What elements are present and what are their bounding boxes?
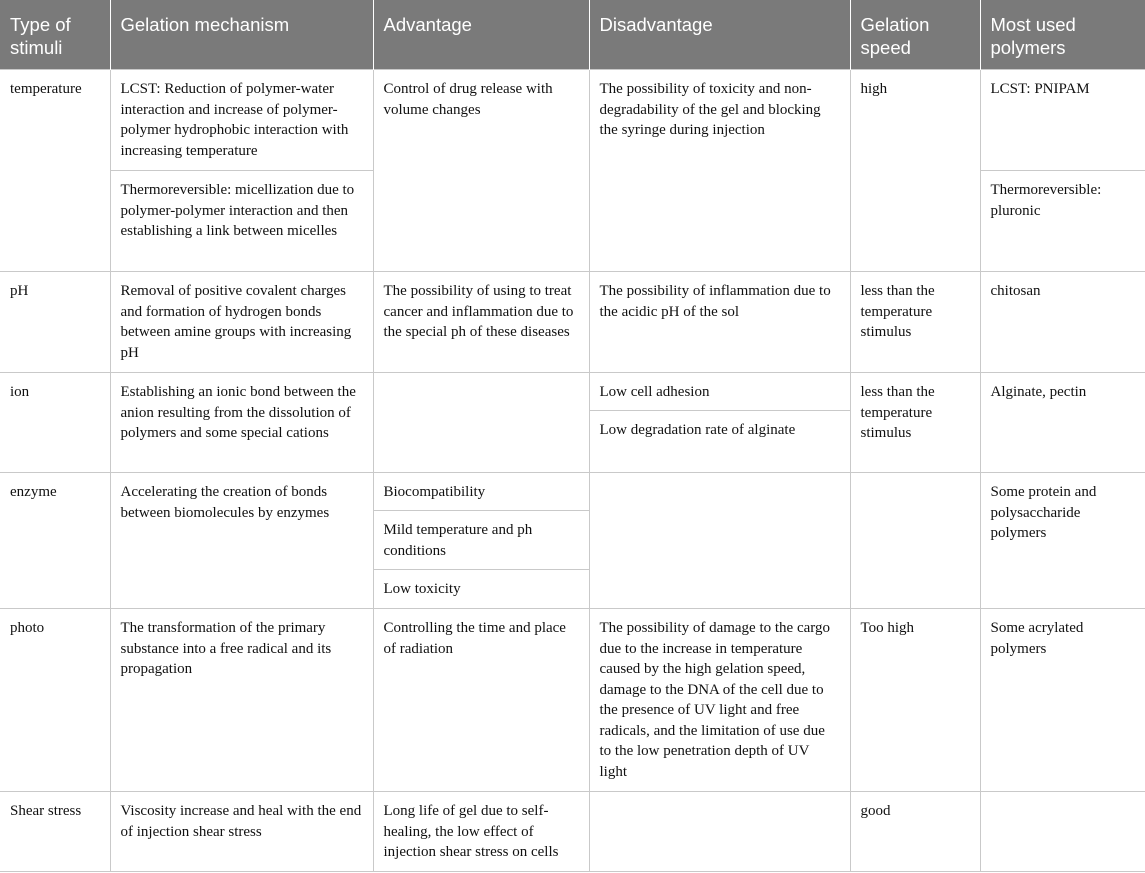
cell-speed-ph: less than the temperature stimulus — [850, 272, 980, 373]
table-row — [0, 373, 1145, 411]
cell-disadvantage-shear — [589, 792, 850, 872]
cell-advantage-shear: Long life of gel due to self-healing, the low effect of injection shear stress on cells — [373, 792, 589, 872]
cell-speed-enzyme — [850, 473, 980, 609]
cell-speed-shear: good — [850, 792, 980, 872]
cell-polymers-shear — [980, 792, 1145, 872]
cell-advantage-ph: The possibility of using to treat cancer and inflammation due to the special ph of these diseases — [373, 272, 589, 373]
cell-mechanism-shear: Viscosity increase and heal with the end of injection shear stress — [110, 792, 373, 872]
header-mechanism: Gelation mechanism — [110, 0, 373, 70]
table-row — [0, 792, 1145, 872]
cell-advantage-temperature: Control of drug release with volume changes — [373, 70, 589, 272]
cell-polymers-enzyme: Some protein and polysaccharide polymers — [980, 473, 1145, 609]
cell-disadvantage-temperature: The possibility of toxicity and non-degradability of the gel and blocking the syringe during injection — [589, 70, 850, 272]
cell-mechanism-ion: Establishing an ionic bond between the anion resulting from the dissolution of polymers and some special cations — [110, 373, 373, 473]
cell-polymers-photo: Some acrylated polymers — [980, 609, 1145, 792]
cell-advantage-enzyme-toxicity: Low toxicity — [373, 570, 589, 609]
cell-disadvantage-enzyme — [589, 473, 850, 609]
header-row — [0, 0, 1145, 70]
cell-disadvantage-photo: The possibility of damage to the cargo due to the increase in temperature caused by the high gelation speed, damage to the DNA of the cell due to the presence of UV light and free radicals, and the limitation of use due to the low penetration depth of UV light — [589, 609, 850, 792]
cell-disadvantage-ph: The possibility of inflammation due to the acidic pH of the sol — [589, 272, 850, 373]
table-row — [0, 609, 1145, 792]
cell-mechanism-ph: Removal of positive covalent charges and formation of hydrogen bonds between amine groups with increasing pH — [110, 272, 373, 373]
cell-polymers-ion: Alginate, pectin — [980, 373, 1145, 473]
table-row — [0, 473, 1145, 511]
table-row — [0, 70, 1145, 171]
table-row — [0, 272, 1145, 373]
header-speed: Gelation speed — [850, 0, 980, 70]
cell-polymers-ph: chitosan — [980, 272, 1145, 373]
cell-type-ph: pH — [0, 272, 110, 373]
cell-advantage-enzyme-mild: Mild temperature and ph conditions — [373, 511, 589, 570]
cell-polymers-temperature-lcst: LCST: PNIPAM — [980, 70, 1145, 171]
cell-type-ion: ion — [0, 373, 110, 473]
cell-mechanism-photo: The transformation of the primary substance into a free radical and its propagation — [110, 609, 373, 792]
cell-advantage-ion — [373, 373, 589, 473]
cell-polymers-temperature-thermoreversible: Thermoreversible: pluronic — [980, 171, 1145, 272]
cell-speed-ion: less than the temperature stimulus — [850, 373, 980, 473]
cell-disadvantage-ion-degradation: Low degradation rate of alginate — [589, 411, 850, 473]
header-advantage: Advantage — [373, 0, 589, 70]
cell-type-shear: Shear stress — [0, 792, 110, 872]
cell-mechanism-temperature-lcst: LCST: Reduction of polymer-water interaction and increase of polymer-polymer hydrophobic interaction with increasing temperature — [110, 70, 373, 171]
cell-speed-temperature: high — [850, 70, 980, 272]
header-disadvantage: Disadvantage — [589, 0, 850, 70]
cell-type-temperature: temperature — [0, 70, 110, 272]
cell-type-photo: photo — [0, 609, 110, 792]
cell-mechanism-temperature-thermoreversible: Thermoreversible: micellization due to polymer-polymer interaction and then establishing a link between micelles — [110, 171, 373, 272]
cell-type-enzyme: enzyme — [0, 473, 110, 609]
cell-speed-photo: Too high — [850, 609, 980, 792]
cell-mechanism-enzyme: Accelerating the creation of bonds between biomolecules by enzymes — [110, 473, 373, 609]
header-polymers: Most used polymers — [980, 0, 1145, 70]
header-type: Type of stimuli — [0, 0, 110, 70]
cell-advantage-photo: Controlling the time and place of radiation — [373, 609, 589, 792]
cell-advantage-enzyme-biocompatibility: Biocompatibility — [373, 473, 589, 511]
cell-disadvantage-ion-adhesion: Low cell adhesion — [589, 373, 850, 411]
